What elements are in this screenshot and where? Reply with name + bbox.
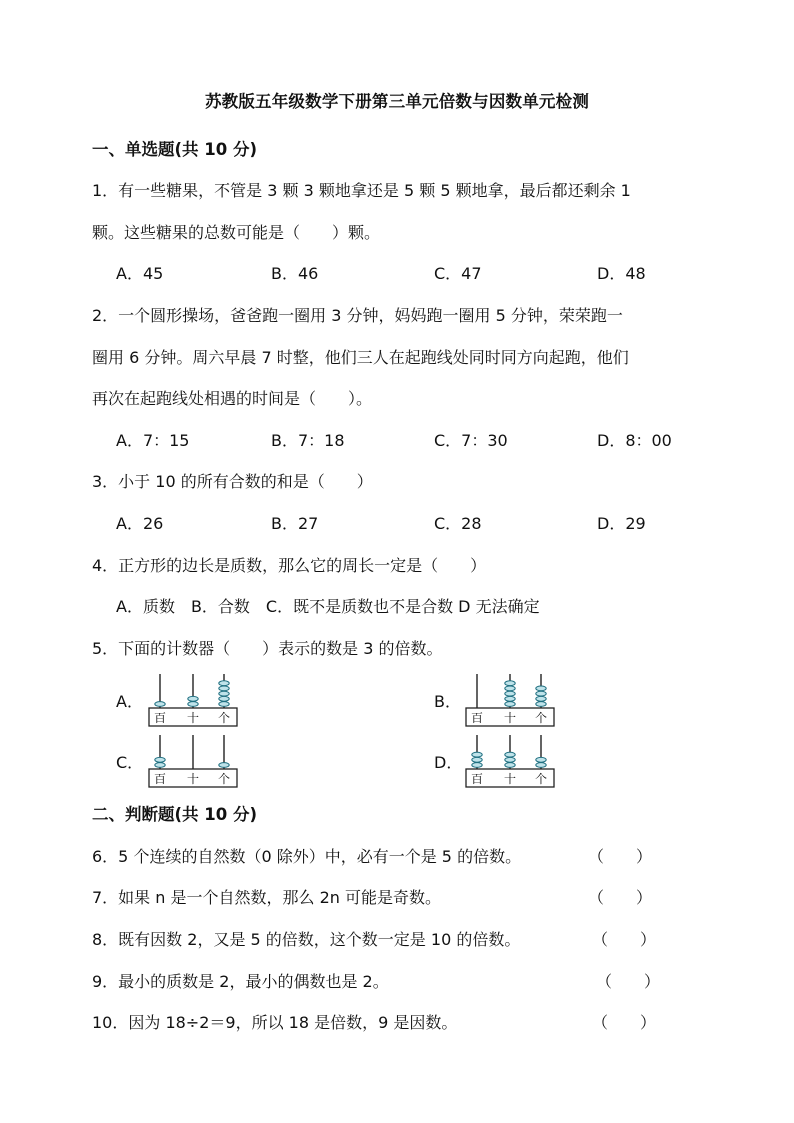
abacus-bead (219, 686, 229, 691)
abacus-bead (536, 702, 546, 707)
abacus-b-figure (465, 670, 557, 730)
question-5-line-1: 5．下面的计数器（ ）表示的数是 3 的倍数。 (92, 639, 443, 658)
abacus-bead (505, 702, 515, 707)
question-2-option-b[interactable]: B．7：18 (271, 431, 345, 450)
abacus-bead (219, 681, 229, 686)
judge-item-7-text: 7．如果 n 是一个自然数，那么 2n 可能是奇数。 (92, 888, 441, 907)
abacus-place-label: 十 (503, 711, 517, 725)
abacus-d-figure (465, 731, 557, 791)
question-1-option-b[interactable]: B．46 (271, 264, 319, 283)
judge-item-7-answer-blank[interactable]: （ ） (588, 888, 653, 907)
abacus-bead (536, 686, 546, 691)
abacus-bead (536, 696, 546, 701)
abacus-bead (505, 686, 515, 691)
abacus-place-label: 个 (217, 711, 231, 725)
abacus-place-label: 个 (217, 772, 231, 786)
abacus-place-label: 百 (470, 711, 484, 725)
abacus-bead (219, 763, 229, 768)
judge-item-9-answer-blank[interactable]: （ ） (596, 972, 661, 991)
abacus-bead (536, 763, 546, 768)
question-3-option-b[interactable]: B．27 (271, 514, 319, 533)
abacus-place-label: 十 (186, 772, 200, 786)
question-2-line-1: 2．一个圆形操场，爸爸跑一圈用 3 分钟，妈妈跑一圈用 5 分钟，荣荣跑一 (92, 306, 623, 325)
abacus-bead (505, 752, 515, 757)
question-1-option-a[interactable]: A．45 (116, 264, 164, 283)
judge-item-8-text: 8．既有因数 2，又是 5 的倍数，这个数一定是 10 的倍数。 (92, 930, 521, 949)
question-3-option-c[interactable]: C．28 (434, 514, 482, 533)
abacus-place-label: 百 (153, 772, 167, 786)
abacus-bead (536, 691, 546, 696)
abacus-place-label: 十 (186, 711, 200, 725)
abacus-bead (472, 763, 482, 768)
abacus-bead (505, 681, 515, 686)
judge-item-6-text: 6．5 个连续的自然数（0 除外）中，必有一个是 5 的倍数。 (92, 847, 522, 866)
question-5-option-a-label[interactable]: A． (116, 692, 143, 711)
question-1-option-d[interactable]: D．48 (597, 264, 646, 283)
abacus-place-label: 十 (503, 772, 517, 786)
question-1-line-2: 颗。这些糖果的总数可能是（ ）颗。 (92, 223, 381, 242)
abacus-bead (219, 691, 229, 696)
question-5-option-d-label[interactable]: D． (434, 753, 463, 772)
abacus-bead (472, 757, 482, 762)
abacus-bead (505, 691, 515, 696)
question-3-option-d[interactable]: D．29 (597, 514, 646, 533)
question-2-option-d[interactable]: D．8：00 (597, 431, 672, 450)
abacus-place-label: 百 (153, 711, 167, 725)
judge-item-8-answer-blank[interactable]: （ ） (592, 930, 657, 949)
question-5-option-c-label[interactable]: C． (116, 753, 144, 772)
abacus-bead (155, 757, 165, 762)
question-2-line-3: 再次在起跑线处相遇的时间是（ ）。 (92, 389, 373, 408)
abacus-c-figure (148, 731, 240, 791)
judge-item-10-answer-blank[interactable]: （ ） (592, 1013, 657, 1032)
abacus-bead (505, 696, 515, 701)
question-3-option-a[interactable]: A．26 (116, 514, 164, 533)
question-1-line-1: 1．有一些糖果，不管是 3 颗 3 颗地拿还是 5 颗 5 颗地拿，最后都还剩余 1 (92, 181, 631, 200)
abacus-place-label: 个 (534, 711, 548, 725)
abacus-bead (155, 702, 165, 707)
question-4-line-1: 4．正方形的边长是质数，那么它的周长一定是（ ） (92, 556, 487, 575)
abacus-place-label: 个 (534, 772, 548, 786)
abacus-bead (188, 696, 198, 701)
question-5-option-b-label[interactable]: B． (434, 692, 461, 711)
abacus-place-label: 百 (470, 772, 484, 786)
abacus-bead (219, 696, 229, 701)
page-title: 苏教版五年级数学下册第三单元倍数与因数单元检测 (204, 92, 590, 111)
abacus-bead (219, 702, 229, 707)
question-2-line-2: 圈用 6 分钟。周六早晨 7 时整，他们三人在起跑线处同时同方向起跑，他们 (92, 348, 629, 367)
abacus-bead (505, 763, 515, 768)
question-4-options[interactable]: A．质数 B．合数 C．既不是质数也不是合数 D 无法确定 (116, 597, 540, 616)
abacus-a-figure (148, 670, 240, 730)
judge-item-6-answer-blank[interactable]: （ ） (588, 847, 653, 866)
judge-item-9-text: 9．最小的质数是 2，最小的偶数也是 2。 (92, 972, 389, 991)
abacus-bead (188, 702, 198, 707)
question-1-option-c[interactable]: C．47 (434, 264, 482, 283)
abacus-bead (155, 763, 165, 768)
section-heading-true-false: 二、判断题(共 10 分) (92, 805, 258, 824)
abacus-bead (536, 757, 546, 762)
section-heading-single-choice: 一、单选题(共 10 分) (92, 140, 258, 159)
question-3-line-1: 3．小于 10 的所有合数的和是（ ） (92, 472, 373, 491)
abacus-bead (472, 752, 482, 757)
judge-item-10-text: 10．因为 18÷2＝9，所以 18 是倍数，9 是因数。 (92, 1013, 458, 1032)
abacus-bead (505, 757, 515, 762)
question-2-option-a[interactable]: A．7：15 (116, 431, 190, 450)
question-2-option-c[interactable]: C．7：30 (434, 431, 508, 450)
